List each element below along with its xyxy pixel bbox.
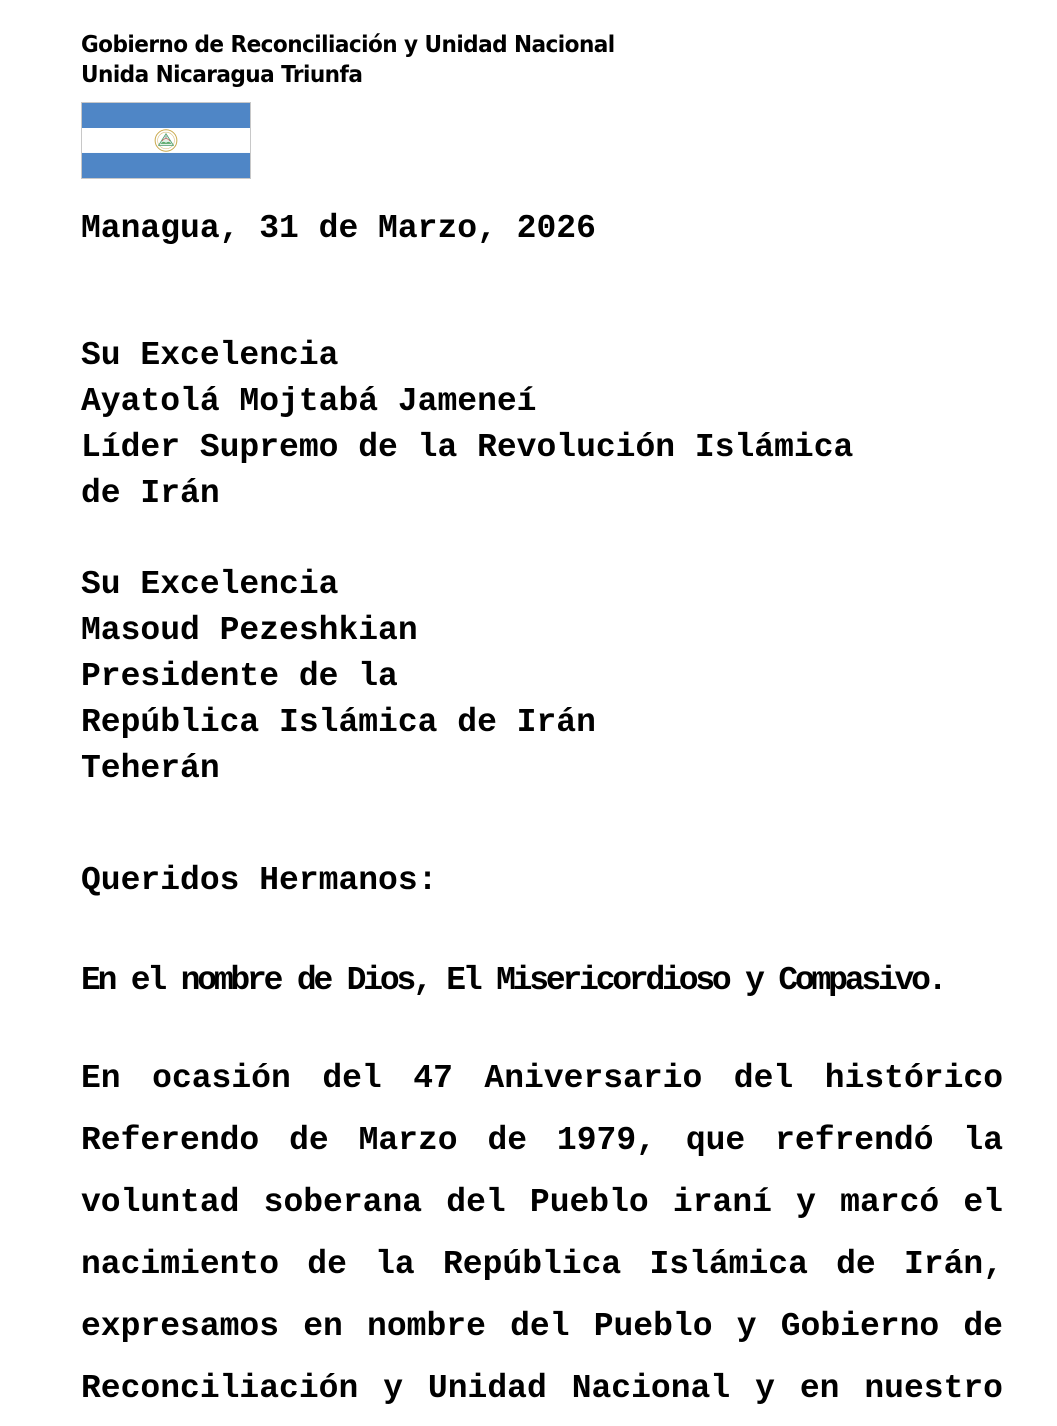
body-line: voluntad soberana del Pueblo iraní y marcó el <box>81 1184 1003 1221</box>
letterhead <box>81 30 615 90</box>
addressee-title-continued: de Irán <box>81 475 220 512</box>
addressee-block-supreme-leader <box>81 333 853 517</box>
addressee-city: Teherán <box>81 750 220 787</box>
addressee-name: Ayatolá Mojtabá Jameneí <box>81 383 537 420</box>
nicaragua-flag-icon <box>81 102 251 179</box>
addressee-title-continued: República Islámica de Irán <box>81 704 596 741</box>
body-line: En ocasión del 47 Aniversario del histórico <box>81 1060 1003 1097</box>
letterhead-slogan: Unida Nicaragua Triunfa <box>81 62 363 88</box>
flag-top-stripe <box>82 103 250 128</box>
addressee-title: Presidente de la <box>81 658 398 695</box>
body-line: Reconciliación y Unidad Nacional y en nuestro <box>81 1370 1003 1407</box>
addressee-name: Masoud Pezeshkian <box>81 612 418 649</box>
body-line: expresamos en nombre del Pueblo y Gobierno de <box>81 1308 1003 1345</box>
invocation-line: En el nombre de Dios, El Misericordioso y Compasivo. <box>81 962 945 999</box>
salutation: Queridos Hermanos: <box>81 862 438 899</box>
letter-date: Managua, 31 de Marzo, 2026 <box>81 210 596 247</box>
body-line: nacimiento de la República Islámica de Irán, <box>81 1246 1003 1283</box>
body-line: Referendo de Marzo de 1979, que refrendó la <box>81 1122 1003 1159</box>
addressee-honorific: Su Excelencia <box>81 337 339 374</box>
flag-graphic <box>82 103 250 178</box>
letterhead-government-name: Gobierno de Reconciliación y Unidad Nacional <box>81 32 615 58</box>
addressee-title: Líder Supremo de la Revolución Islámica <box>81 429 854 466</box>
addressee-honorific: Su Excelencia <box>81 566 339 603</box>
letter-body <box>81 1048 1003 1420</box>
flag-bottom-stripe <box>82 153 250 178</box>
addressee-block-president <box>81 562 596 792</box>
